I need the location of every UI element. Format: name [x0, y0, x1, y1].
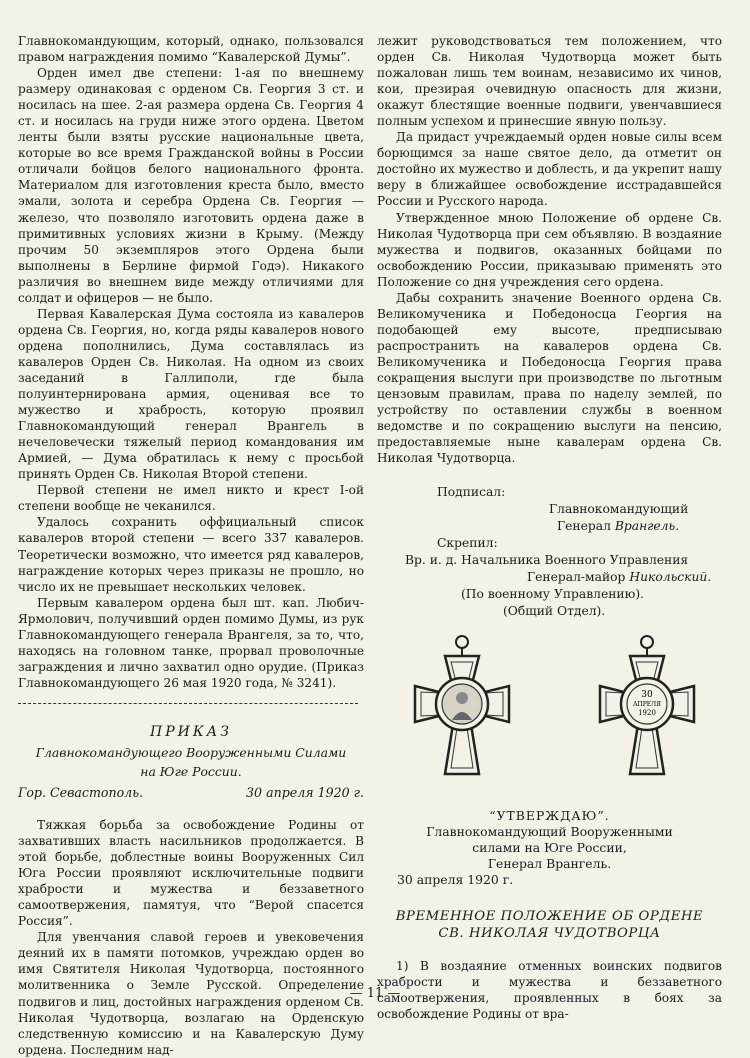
rank: Генерал — [557, 519, 611, 534]
paragraph: Да придаст учреждаемый орден новые силы всем борющимся за наше святое дело, да отметит он достойно их мужество и доблесть, и да укрепит нашу веру в ближайшее освобождение исстрадавшейся России и Русского народа. — [377, 130, 722, 209]
signed-label: Подписал: — [437, 485, 506, 500]
medal-text: 1920 — [638, 709, 656, 718]
cross-reverse-icon — [582, 634, 712, 792]
acting-title: Вр. и. д. Начальника Военного Управления — [405, 553, 689, 568]
paragraph: Первой степени не имел никто и крест I-ой степени вообще не чеканился. — [18, 483, 364, 514]
paragraph: Дабы сохранить значение Военного ордена Св. Великомученика и Победоносца Георгия на подобающей ему высоте, предписываю распространить на кавалеров ордена Св. Великомученика и Победоносца Георгия права сокращения выслуги при производстве по льготным цензовым правилам, права по наделу землей, по устройству по оставлении службы в военном ведомстве и по сокращению выслуги на пенсию, предоставляемые ныне кавалерам ордена Св. Николая Чудотворца. — [377, 290, 722, 466]
order-place-date — [18, 785, 364, 801]
order-title: ПРИКАЗ — [150, 723, 232, 740]
order-subtitle: на Юге России. — [140, 763, 242, 779]
major-signature — [527, 569, 722, 586]
left-column — [18, 33, 364, 1058]
paragraph: Орден имел две степени: 1-ая по внешнему размеру одинаковая с орденом Св. Георгия 3 ст. и носилась на шее. 2-ая размера ордена Св. Георгия 4 ст. и носилась на груди ниже этого ордена. Цветом ленты были взяты русские национальные цвета, которые во все время Гражданской войны в России отличали бойцов белого национального фронта. Материалом для изготовления креста было, вместо эмали, золота и серебра Ордена Св. Георгия — железо, что позволяло изготовить ордена даже в примитивных условиях жизни в Крыму. (Между прочим 50 экземпляров этого Ордена были выполнены в Берлине фирмой Годэ). Никакого различия во внешнем виде между отличиями для солдат и офицеров — не было. — [18, 66, 364, 305]
section-divider — [18, 703, 358, 704]
right-column — [377, 33, 722, 1022]
paragraph: Первая Кавалерская Дума состояла из кавалеров ордена Св. Георгия, но, когда ряды кавалеров нового ордена пополнились, Дума составлялась из кавалеров Орден Св. Николая. На одном из своих заседаний в Галлиполи, где была полуинтернирована армия, оценивая все то мужество и храбрость, которую проявил Главнокомандующий генерал Врангель в нечеловечески тяжелый период командования им Армией, — Дума обратилась к нему с просьбой принять Орден Св. Николая Второй степени. — [18, 306, 364, 482]
order-place: Гор. Севастополь. — [18, 784, 144, 800]
order-crosses-illustration — [377, 634, 722, 794]
page-number: — 11 — — [349, 986, 401, 1001]
order-date: 30 апреля 1920 г. — [246, 784, 364, 800]
countersigned-label: Скрепил: — [437, 536, 498, 551]
paragraph: Утвержденное мною Положение об ордене Св. Николая Чудотворца при сем объявляю. В воздаяние мужества и подвигов, оказанных бойцами по освобождению России, приказываю применять это Положение со дня учреждения сего ордена. — [377, 210, 722, 289]
paragraph: Главнокомандующим, который, однако, пользовался правом награждения помимо “Кавалерской Думы”. — [18, 34, 364, 65]
signer-name: Никольский. — [629, 570, 712, 585]
approval-heading: “УТВЕРЖДАЮ”. — [489, 808, 610, 824]
paragraph: 1) В воздаяние отменных воинских подвигов храбрости и мужества и беззаветного самоотвержения, проявленных в боях за освобождение Родины от вра- — [377, 959, 722, 1022]
paragraph: Для увенчания славой героев и увековечения деяний их в памяти потомков, учреждаю орден во имя Святителя Николая Чудотворца, постоянного молитвенника о Земле Русской. Определение подвигов и лиц, достойных награждения орденом Св. Николая Чудотворца, возлагаю на Орденскую следственную комиссию и на Кавалерскую Думу ордена. Последним над- — [18, 930, 364, 1057]
paragraph: Первым кавалером ордена был шт. кап. Любич-Ярмолович, получивший орден помимо Думы, из рук Главнокомандующего генерала Врангеля, за то, что, находясь на головном танке, прорвал проволочные заграждения и лично захватил одно орудие. (Приказ Главнокомандующего 26 мая 1920 года, № 3241). — [18, 595, 364, 690]
commander-title: Главнокомандующий — [549, 502, 689, 517]
medal-text: 30 — [641, 690, 653, 701]
signer-name: Врангель. — [614, 519, 680, 534]
cross-obverse-icon — [397, 634, 527, 792]
statute-title-line: СВ. НИКОЛАЯ ЧУДОТВОРЦА — [438, 926, 661, 942]
order-subtitle: Главнокомандующего Вооруженными Силами — [35, 744, 347, 760]
approval-line: Главнокомандующий Вооруженными — [426, 824, 673, 840]
rank: Генерал-майор — [527, 570, 626, 585]
statute-title-line: ВРЕМЕННОЕ ПОЛОЖЕНИЕ ОБ ОРДЕНЕ — [395, 909, 704, 925]
approval-date: 30 апреля 1920 г. — [397, 872, 514, 888]
commander-signature — [557, 518, 722, 535]
approval-line: силами на Юге России, — [472, 840, 627, 856]
signature-block — [377, 484, 722, 620]
department-line: (По военному Управлению). — [461, 587, 645, 602]
paragraph: Тяжкая борьба за освобождение Родины от захвативших власть насильников продолжается. В этой борьбе, доблестные воины Вооруженных Сил Юга России проявляют исключительные подвиги храбрости и мужества и беззаветного самоотвержения, памятуя, что “Верой спасется Россия”. — [18, 818, 364, 929]
paragraph: лежит руководствоваться тем положением, что орден Св. Николая Чудотворца может быть пожалован лишь тем воинам, независимо их чинов, кои, презирая очевидную опасность для жизни, окажут блестящие военные подвиги, увенчавшиеся полным успехом и принесшие явную пользу. — [377, 34, 722, 129]
approval-block — [377, 808, 722, 888]
paragraph: Удалось сохранить оффициальный список кавалеров второй степени — всего 337 кавалеров. Теоретически возможно, что имеется ряд кавалеров, награждение которых через приказы не прошло, но число их не превышает нескольких человек. — [18, 515, 364, 594]
statute-title — [377, 908, 722, 942]
department-line: (Общий Отдел). — [503, 604, 606, 619]
medal-text: АПРЕЛЯ — [632, 701, 662, 709]
approval-line: Генерал Врангель. — [487, 856, 612, 872]
